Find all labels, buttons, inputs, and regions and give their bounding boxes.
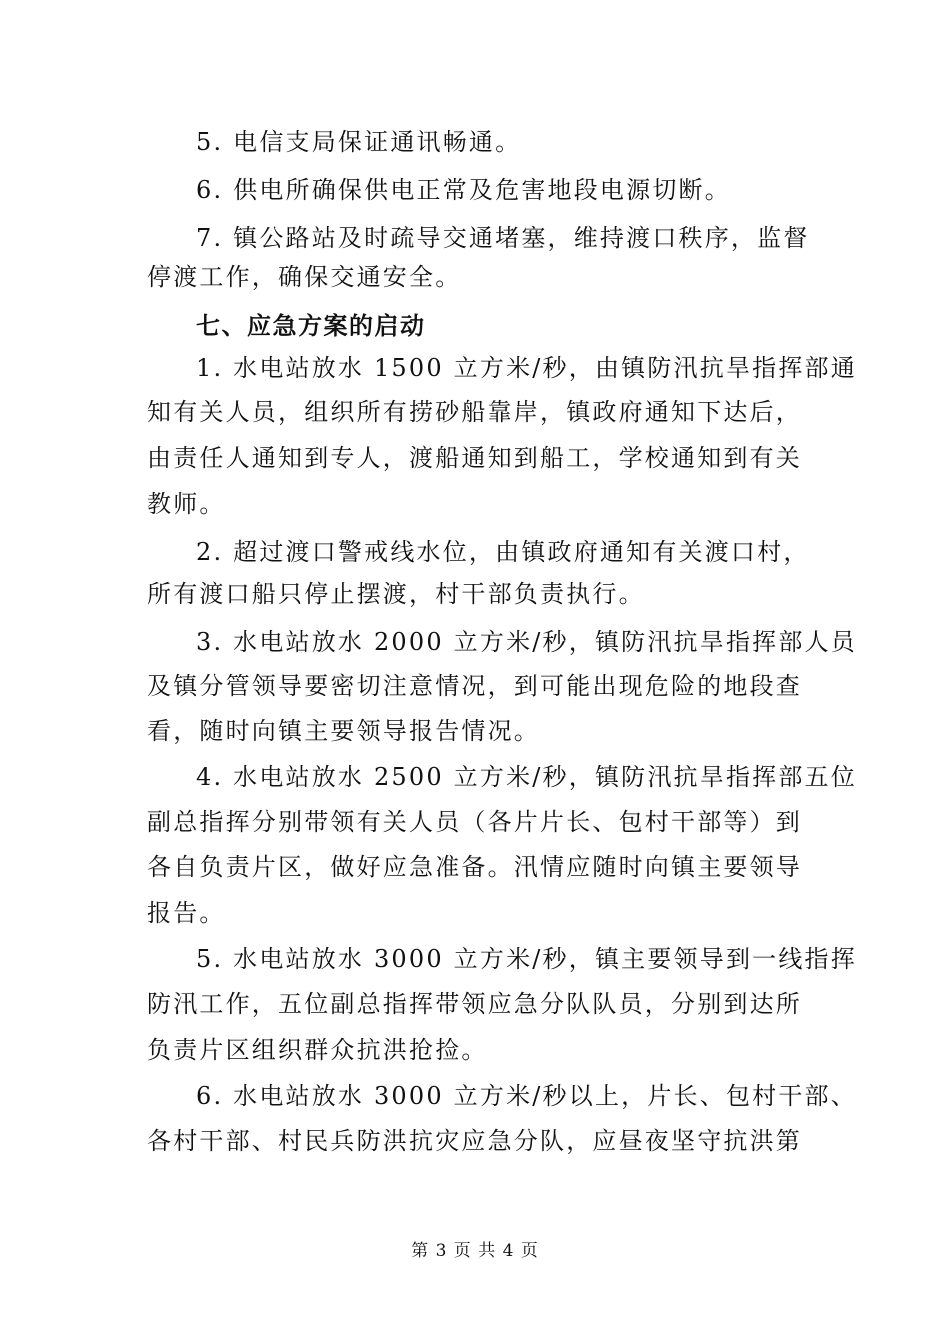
paragraph-line: 教师。	[147, 490, 226, 518]
paragraph-line: 所有渡口船只停止摆渡，村干部负责执行。	[147, 580, 645, 608]
paragraph-line: 各村干部、村民兵防洪抗灾应急分队，应昼夜坚守抗洪第	[147, 1127, 802, 1155]
paragraph-line: 及镇分管领导要密切注意情况，到可能出现危险的地段查	[147, 672, 802, 700]
paragraph-line: 知有关人员，组织所有捞砂船靠岸，镇政府通知下达后，	[147, 398, 802, 426]
paragraph-line: 副总指挥分别带领有关人员（各片片长、包村干部等）到	[147, 808, 802, 836]
paragraph-line: 防汛工作，五位副总指挥带领应急分队队员，分别到达所	[147, 990, 802, 1018]
paragraph-line: 6. 供电所确保供电正常及危害地段电源切断。	[196, 176, 731, 204]
paragraph-line: 5. 水电站放水 3000 立方米/秒，镇主要领导到一线指挥	[196, 945, 857, 973]
paragraph-line: 由责任人通知到专人，渡船通知到船工，学校通知到有关	[147, 444, 802, 472]
paragraph-line: 报告。	[147, 899, 226, 927]
paragraph-line: 负责片区组织群众抗洪抢捡。	[147, 1036, 488, 1064]
paragraph-line: 各自负责片区，做好应急准备。汛情应随时向镇主要领导	[147, 853, 802, 881]
paragraph-line: 6. 水电站放水 3000 立方米/秒以上，片长、包村干部、	[196, 1082, 857, 1110]
page-footer: 第 3 页 共 4 页	[411, 1241, 539, 1261]
section-heading: 七、应急方案的启动	[196, 312, 426, 340]
paragraph-line: 停渡工作，确保交通安全。	[147, 263, 462, 291]
paragraph-line: 4. 水电站放水 2500 立方米/秒，镇防汛抗旱指挥部五位	[196, 763, 857, 791]
paragraph-line: 7. 镇公路站及时疏导交通堵塞，维持渡口秩序，监督	[196, 224, 810, 252]
paragraph-line: 1. 水电站放水 1500 立方米/秒，由镇防汛抗旱指挥部通	[196, 354, 857, 382]
paragraph-line: 3. 水电站放水 2000 立方米/秒，镇防汛抗旱指挥部人员	[196, 628, 857, 656]
paragraph-line: 看，随时向镇主要领导报告情况。	[147, 717, 540, 745]
paragraph-line: 5. 电信支局保证通讯畅通。	[196, 128, 522, 156]
paragraph-line: 2. 超过渡口警戒线水位，由镇政府通知有关渡口村，	[196, 538, 810, 566]
